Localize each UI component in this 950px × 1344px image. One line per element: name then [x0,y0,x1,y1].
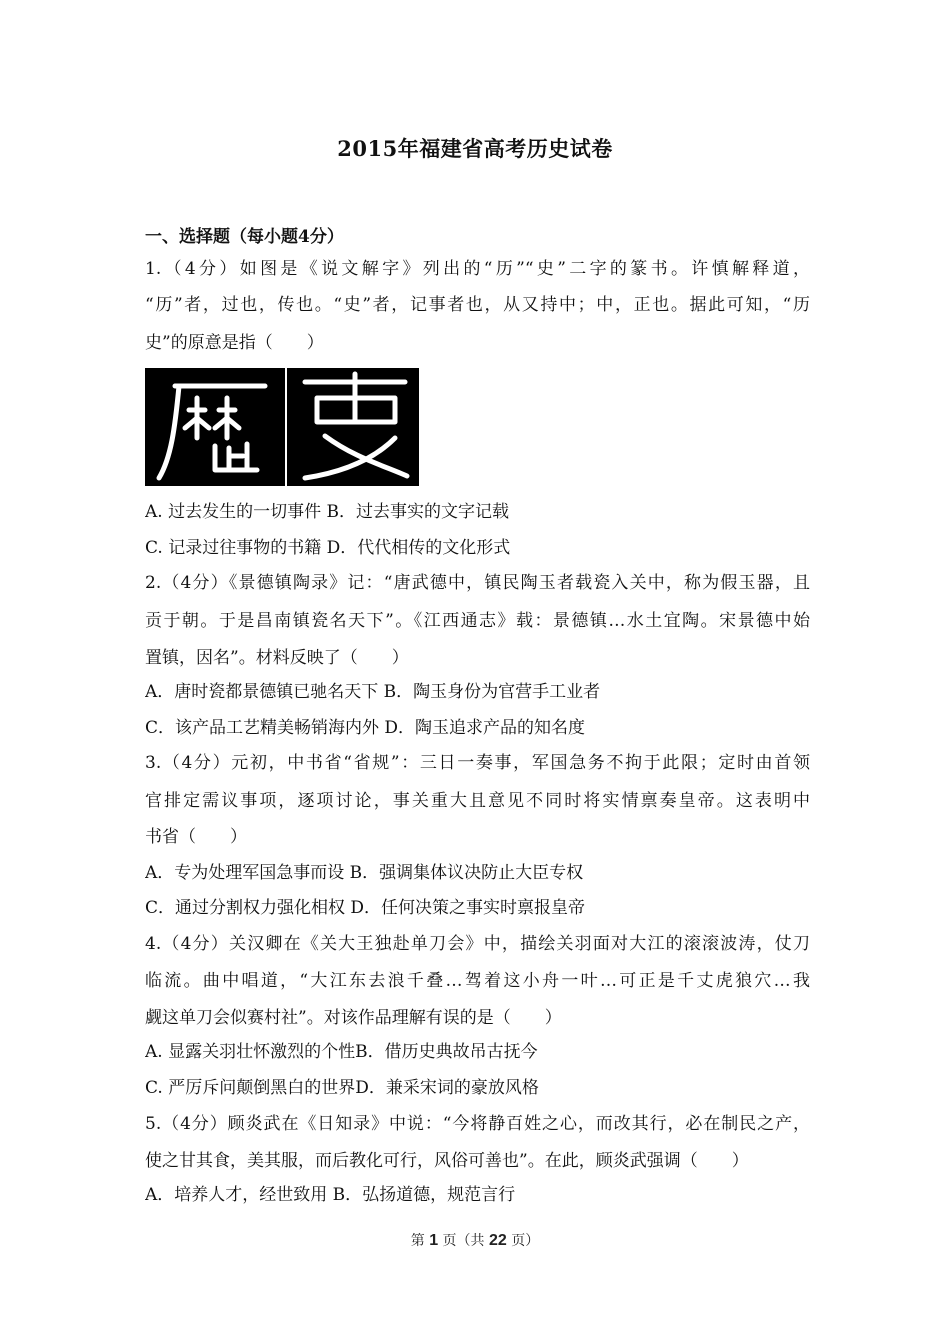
question-2-option-ab: A．唐时瓷都景德镇已驰名天下 B．陶玉身份为官营手工业者 [145,682,601,702]
document-title: 2015年福建省高考历史试卷 [337,136,613,161]
section-heading: 一、选择题（每小题4分） [145,227,344,247]
question-3-option-ab: A．专为处理军国急事而设 B．强调集体议决防止大臣专权 [145,863,584,883]
question-2-line-1: 2.（4分）《景德镇陶录》记：“唐武德中，镇民陶玉者载瓷入关中，称为假玉器，且 [145,573,810,593]
question-3-line-1: 3.（4分）元初，中书省“省规”：三日一奏事，军国急务不拘于此限；定时由首领 [145,753,810,773]
question-1-line-3: 史”的原意是指（ ） [145,333,324,353]
question-5-option-ab: A．培养人才，经世致用 B．弘扬道德，规范言行 [145,1185,516,1205]
question-2-line-3: 置镇，因名”。材料反映了（ ） [145,648,409,668]
question-1-option-cd: C. 记录过往事物的书籍 D．代代相传的文化形式 [145,538,511,558]
question-3-option-cd: C．通过分割权力强化相权 D．任何决策之事实时禀报皇帝 [145,898,586,918]
footer-prefix: 第 [410,1233,425,1249]
question-2-line-2: 贡于朝。于是昌南镇瓷名天下”。《江西通志》载：景德镇…水土宜陶。宋景德中始 [145,611,810,631]
footer-total-pages: 22 [489,1232,507,1249]
footer-suffix: 页） [511,1233,540,1249]
question-3-line-2: 官排定需议事项，逐项讨论，事关重大且意见不同时将实情禀奏皇帝。这表明中 [145,791,810,811]
question-5-line-2: 使之甘其食，美其服，而后教化可行，风俗可善也”。在此，顾炎武强调（ ） [145,1151,749,1171]
footer-page-number: 1 [429,1232,439,1249]
question-1-option-ab: A. 过去发生的一切事件 B．过去事实的文字记载 [145,502,509,522]
question-1-line-2: “历”者，过也，传也。“史”者，记事者也，从又持中；中，正也。据此可知，“历 [145,295,810,315]
question-3-line-3: 书省（ ） [145,827,247,847]
question-4-option-cd: C. 严厉斥问颠倒黑白的世界D．兼采宋词的豪放风格 [145,1078,539,1098]
footer-middle: 页（共 [442,1233,485,1249]
question-4-line-1: 4.（4分）关汉卿在《关大王独赴单刀会》中，描绘关羽面对大江的滚滚波涛，仗刀 [145,934,810,954]
question-4-line-3: 觑这单刀会似赛村社”。对该作品理解有误的是（ ） [145,1008,562,1028]
question-1-line-1: 1.（4分）如图是《说文解字》列出的“历”“史”二字的篆书。许慎解释道， [145,259,810,279]
question-4-line-2: 临流。曲中唱道，“大江东去浪千叠…驾着这小舟一叶…可正是千丈虎狼穴…我 [145,971,810,991]
page-footer [0,1230,950,1250]
question-5-line-1: 5.（4分）顾炎武在《日知录》中说：“今将静百姓之心，而改其行，必在制民之产， [145,1114,810,1134]
question-2-option-cd: C．该产品工艺精美畅销海内外 D．陶玉追求产品的知名度 [145,718,586,738]
question-4-option-ab: A. 显露关羽壮怀激烈的个性B．借历史典故吊古抚今 [145,1042,538,1062]
seal-script-image [145,368,419,486]
